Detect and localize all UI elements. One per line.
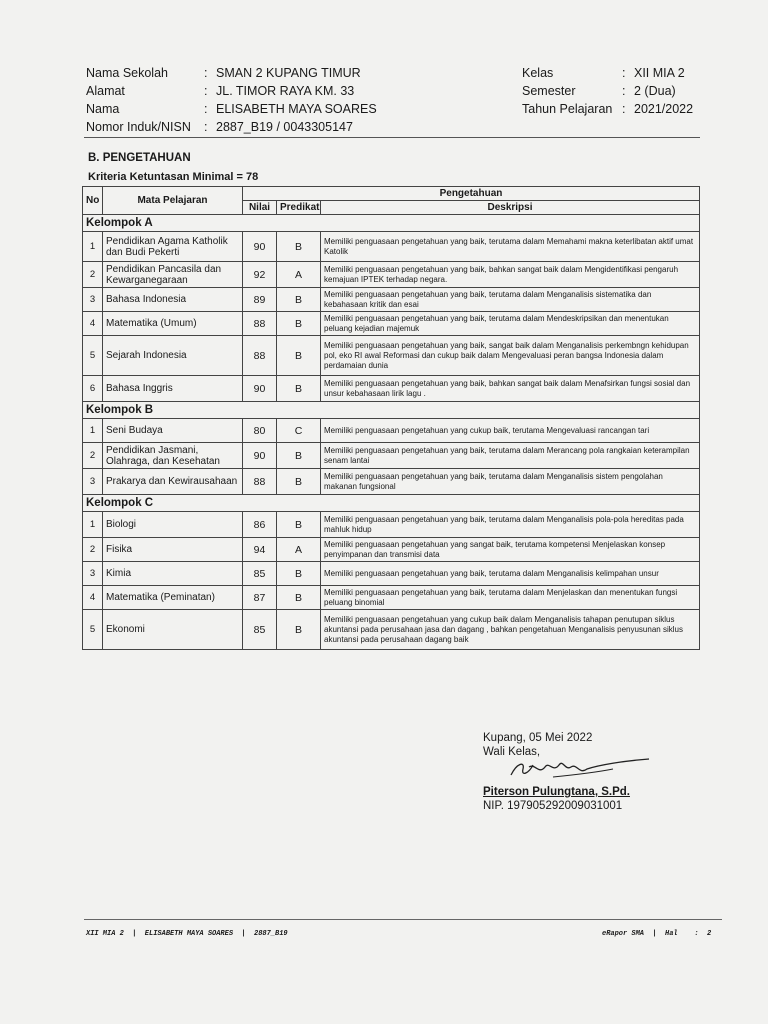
header-row [522, 100, 693, 118]
table-row [83, 336, 700, 376]
cell-predikat: C [277, 419, 321, 443]
header-value: 2021/2022 [634, 102, 694, 116]
cell-no: 4 [83, 312, 103, 336]
cell-nilai: 94 [243, 538, 277, 562]
cell-nilai: 85 [243, 562, 277, 586]
header-value: XII MIA 2 [634, 66, 685, 80]
header-row [86, 82, 377, 100]
table-row [83, 538, 700, 562]
header-label: Kelas [522, 66, 554, 80]
grades-table [82, 186, 700, 650]
table-row [83, 376, 700, 402]
header-row [86, 100, 377, 118]
header-colon: : [622, 84, 626, 98]
table-row [83, 610, 700, 650]
group-row [83, 215, 700, 232]
cell-deskripsi: Memiliki penguasaan pengetahuan yang sangat baik, terutama kompetensi Menjelaskan konsep penyimpanan dan transmisi data [321, 538, 700, 562]
footer-right: eRapor SMA | Hal : 2 [602, 930, 712, 938]
col-header-no: No [83, 187, 103, 215]
cell-mapel: Seni Budaya [103, 419, 243, 443]
cell-no: 4 [83, 586, 103, 610]
cell-mapel: Bahasa Indonesia [103, 288, 243, 312]
header-left [86, 64, 377, 136]
table-row [83, 288, 700, 312]
table-row [83, 419, 700, 443]
teacher-name: Piterson Pulungtana, S.Pd. [483, 786, 630, 798]
cell-predikat: A [277, 538, 321, 562]
cell-deskripsi: Memiliki penguasaan pengetahuan yang cukup baik dalam Menganalisis tahapan penutupan siklus akuntansi pada perusahaan jasa dan dagang , bahkan pengetahuan Menganalisis penyusunan siklus akuntansi pada perusahaan dagang baik [321, 610, 700, 650]
cell-mapel: Bahasa Inggris [103, 376, 243, 402]
table-row [83, 469, 700, 495]
header-colon: : [622, 102, 626, 116]
cell-no: 5 [83, 336, 103, 376]
cell-mapel: Sejarah Indonesia [103, 336, 243, 376]
header-label: Nama [86, 102, 120, 116]
header-value: 2887_B19 / 0043305147 [216, 120, 353, 134]
cell-mapel: Matematika (Umum) [103, 312, 243, 336]
cell-no: 5 [83, 610, 103, 650]
header-colon: : [204, 102, 208, 116]
section-title: B. PENGETAHUAN [88, 152, 191, 164]
cell-predikat: B [277, 376, 321, 402]
cell-nilai: 90 [243, 376, 277, 402]
cell-no: 6 [83, 376, 103, 402]
cell-mapel: Pendidikan Agama Katholik dan Budi Pekerti [103, 232, 243, 262]
group-name: Kelompok B [83, 402, 700, 419]
kkm-label: Kriteria Ketuntasan Minimal = 78 [88, 171, 259, 183]
col-header-predikat: Predikat [277, 201, 321, 215]
cell-deskripsi: Memiliki penguasaan pengetahuan yang baik, bahkan sangat baik dalam Mengidentifikasi pengaruh kemajuan IPTEK terhadap negara. [321, 262, 700, 288]
cell-predikat: B [277, 610, 321, 650]
group-name: Kelompok C [83, 495, 700, 512]
header-value: JL. TIMOR RAYA KM. 33 [216, 84, 355, 98]
header-row [522, 64, 693, 82]
col-header-pengetahuan: Pengetahuan [243, 187, 700, 201]
cell-deskripsi: Memiliki penguasaan pengetahuan yang baik, terutama dalam Menganalisis sistem pengolahan makanan fungsional [321, 469, 700, 495]
cell-nilai: 88 [243, 336, 277, 376]
cell-predikat: B [277, 312, 321, 336]
header-colon: : [204, 120, 208, 134]
table-row [83, 586, 700, 610]
cell-predikat: B [277, 232, 321, 262]
handwritten-signature [503, 753, 653, 787]
header-label: Nama Sekolah [86, 66, 168, 80]
cell-mapel: Biologi [103, 512, 243, 538]
table-row [83, 232, 700, 262]
col-header-nilai: Nilai [243, 201, 277, 215]
footer-left: XII MIA 2 | ELISABETH MAYA SOARES | 2887_B19 [86, 930, 288, 938]
header-row [86, 64, 377, 82]
table-row [83, 262, 700, 288]
cell-predikat: B [277, 443, 321, 469]
cell-mapel: Fisika [103, 538, 243, 562]
table-row [83, 562, 700, 586]
header-colon: : [204, 84, 208, 98]
cell-deskripsi: Memiliki penguasaan pengetahuan yang baik, terutama dalam Menganalisis kelimpahan unsur [321, 562, 700, 586]
signature-role: Wali Kelas, [483, 746, 541, 758]
header-value: 2 (Dua) [634, 84, 676, 98]
cell-no: 1 [83, 419, 103, 443]
cell-predikat: B [277, 469, 321, 495]
cell-no: 2 [83, 262, 103, 288]
header-divider [84, 137, 700, 138]
header-value: SMAN 2 KUPANG TIMUR [216, 66, 361, 80]
header-label: Semester [522, 84, 576, 98]
cell-nilai: 90 [243, 232, 277, 262]
cell-no: 3 [83, 562, 103, 586]
cell-nilai: 87 [243, 586, 277, 610]
cell-nilai: 88 [243, 469, 277, 495]
cell-no: 3 [83, 288, 103, 312]
header-label: Alamat [86, 84, 125, 98]
cell-nilai: 89 [243, 288, 277, 312]
header-row [86, 118, 377, 136]
cell-no: 1 [83, 232, 103, 262]
cell-predikat: B [277, 586, 321, 610]
signature-block [483, 731, 630, 813]
header-colon: : [622, 66, 626, 80]
table-row [83, 312, 700, 336]
col-header-deskripsi: Deskripsi [321, 201, 700, 215]
cell-predikat: B [277, 336, 321, 376]
cell-no: 2 [83, 538, 103, 562]
header-colon: : [204, 66, 208, 80]
header-label: Tahun Pelajaran [522, 102, 613, 116]
cell-nilai: 88 [243, 312, 277, 336]
cell-mapel: Kimia [103, 562, 243, 586]
cell-predikat: B [277, 288, 321, 312]
cell-mapel: Pendidikan Jasmani, Olahraga, dan Kesehatan [103, 443, 243, 469]
cell-nilai: 92 [243, 262, 277, 288]
cell-deskripsi: Memiliki penguasaan pengetahuan yang baik, bahkan sangat baik dalam Menafsirkan fungsi sosial dan unsur kebahasaan lirik lagu . [321, 376, 700, 402]
col-header-mapel: Mata Pelajaran [103, 187, 243, 215]
table-row [83, 512, 700, 538]
cell-no: 3 [83, 469, 103, 495]
cell-nilai: 86 [243, 512, 277, 538]
cell-deskripsi: Memiliki penguasaan pengetahuan yang baik, terutama dalam Mendeskripsikan dan menentukan peluang kejadian majemuk [321, 312, 700, 336]
cell-mapel: Ekonomi [103, 610, 243, 650]
cell-mapel: Matematika (Peminatan) [103, 586, 243, 610]
cell-nilai: 90 [243, 443, 277, 469]
cell-mapel: Pendidikan Pancasila dan Kewarganegaraan [103, 262, 243, 288]
header-row [522, 82, 693, 100]
header-label: Nomor Induk/NISN [86, 120, 191, 134]
header-right [522, 64, 693, 118]
cell-no: 2 [83, 443, 103, 469]
footer-divider [84, 919, 722, 920]
group-row [83, 495, 700, 512]
cell-deskripsi: Memiliki penguasaan pengetahuan yang baik, terutama dalam Menganalisis pola-pola hereditas pada mahluk hidup [321, 512, 700, 538]
cell-predikat: B [277, 562, 321, 586]
cell-deskripsi: Memiliki penguasaan pengetahuan yang baik, sangat baik dalam Menganalisis perkembngn kehidupan pol, eko RI awal Reformasi dan cukup baik dalam Mengevaluasi peran bangsa Indonesia dalam perdamaian dunia [321, 336, 700, 376]
cell-predikat: A [277, 262, 321, 288]
group-name: Kelompok A [83, 215, 700, 232]
cell-nilai: 80 [243, 419, 277, 443]
cell-deskripsi: Memiliki penguasaan pengetahuan yang baik, terutama dalam Merancang pola rangkaian keterampilan senam lantai [321, 443, 700, 469]
cell-deskripsi: Memiliki penguasaan pengetahuan yang baik, terutama dalam Memahami makna keterlibatan aktif umat Katolik [321, 232, 700, 262]
cell-deskripsi: Memiliki penguasaan pengetahuan yang cukup baik, terutama Mengevaluasi rancangan tari [321, 419, 700, 443]
teacher-nip: NIP. 197905292009031001 [483, 800, 623, 812]
cell-predikat: B [277, 512, 321, 538]
table-row [83, 443, 700, 469]
cell-nilai: 85 [243, 610, 277, 650]
place-date: Kupang, 05 Mei 2022 [483, 732, 593, 744]
cell-deskripsi: Memiliki penguasaan pengetahuan yang baik, terutama dalam Menjelaskan dan menentukan fungsi peluang binomial [321, 586, 700, 610]
cell-deskripsi: Memiliki penguasaan pengetahuan yang baik, terutama dalam Menganalisis sistematika dan kebahasaan kritik dan esai [321, 288, 700, 312]
group-row [83, 402, 700, 419]
header-value: ELISABETH MAYA SOARES [216, 102, 377, 116]
cell-no: 1 [83, 512, 103, 538]
cell-mapel: Prakarya dan Kewirausahaan [103, 469, 243, 495]
